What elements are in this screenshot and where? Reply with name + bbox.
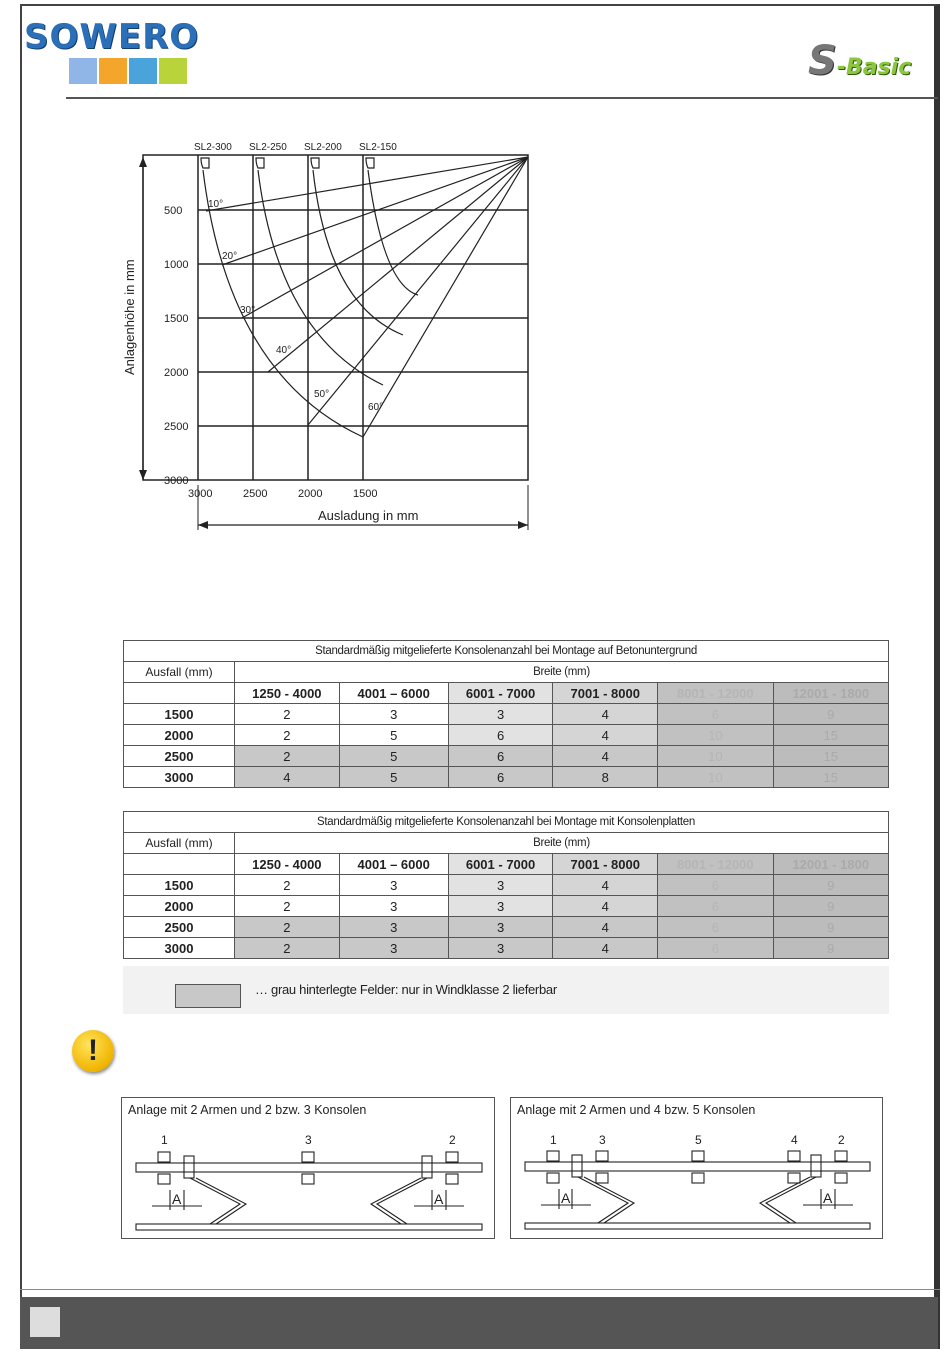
konsole xyxy=(302,1174,314,1184)
range-header-row xyxy=(124,683,889,704)
konsolen-count: 8 xyxy=(553,767,658,788)
konsolen-count: 2 xyxy=(235,704,340,725)
konsolen-count: 3 xyxy=(448,704,553,725)
konsolen-count: 15 xyxy=(773,725,888,746)
table-title: Standardmäßig mitgelieferte Konsolenanzahl bei Montage mit Konsolenplatten xyxy=(124,812,889,833)
sun-icon xyxy=(99,58,127,84)
konsole-number: 1 xyxy=(550,1133,557,1147)
konsole xyxy=(788,1173,800,1183)
konsole-number: 1 xyxy=(161,1133,168,1147)
breite-header: Breite (mm) xyxy=(235,662,889,683)
konsolen-count: 4 xyxy=(553,917,658,938)
table-row xyxy=(124,767,889,788)
x-tick-label: 2000 xyxy=(298,488,323,500)
legend-swatch xyxy=(175,984,241,1008)
diagram-4-konsolen xyxy=(510,1097,883,1239)
konsolen-count: 4 xyxy=(553,896,658,917)
bottom-bar xyxy=(525,1223,870,1229)
konsole-number: 2 xyxy=(449,1133,456,1147)
konsole-number: 4 xyxy=(791,1133,798,1147)
konsolen-count: 3 xyxy=(448,896,553,917)
konsole xyxy=(547,1151,559,1161)
y-arrow-head-top xyxy=(139,157,147,167)
konsolen-count: 5 xyxy=(339,746,448,767)
konsole xyxy=(158,1152,170,1162)
arm-joint xyxy=(572,1155,582,1177)
table-row xyxy=(124,725,889,746)
konsole-number: 5 xyxy=(695,1133,702,1147)
konsolen-count: 10 xyxy=(658,767,773,788)
konsolen-count: 3 xyxy=(339,917,448,938)
konsolen-count: 6 xyxy=(448,725,553,746)
series-label: SL2-250 xyxy=(249,142,287,153)
y-tick-label: 2000 xyxy=(164,367,189,379)
y-tick-label: 1500 xyxy=(164,313,189,325)
y-tick-label: 1000 xyxy=(164,259,189,271)
konsole xyxy=(692,1173,704,1183)
konsolen-count: 6 xyxy=(658,704,773,725)
y-axis-label: Anlagenhöhe in mm xyxy=(122,259,137,375)
diagram-caption: Anlage mit 2 Armen und 2 bzw. 3 Konsolen xyxy=(128,1103,367,1117)
konsolen-count: 9 xyxy=(773,704,888,725)
table-row xyxy=(124,704,889,725)
profile-bar xyxy=(136,1163,482,1172)
angle-label: 30° xyxy=(240,305,256,316)
konsolen-count: 4 xyxy=(553,938,658,959)
footer-bar xyxy=(20,1297,938,1349)
page-number-box xyxy=(30,1307,60,1337)
dim-label: A xyxy=(561,1190,571,1206)
cart-icon xyxy=(159,58,187,84)
diagram-4-konsolen-drawing xyxy=(511,1098,882,1238)
konsolen-count: 6 xyxy=(448,767,553,788)
ausfall-value: 1500 xyxy=(124,704,235,725)
breite-header: Breite (mm) xyxy=(235,833,889,854)
konsolen-count: 4 xyxy=(235,767,340,788)
breite-range-header: 8001 - 12000 xyxy=(658,683,773,704)
konsolen-count: 3 xyxy=(339,704,448,725)
x-arrow-head-right xyxy=(518,521,528,529)
empty-cell xyxy=(124,854,235,875)
table-title: Standardmäßig mitgelieferte Konsolenanzahl bei Montage auf Betonuntergrund xyxy=(124,641,889,662)
series-label: SL2-150 xyxy=(359,142,397,153)
breite-range-header: 8001 - 12000 xyxy=(658,854,773,875)
ausfall-value: 2500 xyxy=(124,746,235,767)
x-tick-label: 2500 xyxy=(243,488,268,500)
arm-joint xyxy=(422,1156,432,1178)
konsole xyxy=(446,1174,458,1184)
konsole xyxy=(835,1173,847,1183)
angle-label: 40° xyxy=(276,345,292,356)
ausfall-header: Ausfall (mm) xyxy=(124,662,235,683)
s-basic-suffix: -Basic xyxy=(836,55,912,80)
angle-label: 20° xyxy=(222,251,238,262)
breite-range-header: 7001 - 8000 xyxy=(553,683,658,704)
diagram-2-konsolen xyxy=(121,1097,495,1239)
breite-range-header: 12001 - 1800 xyxy=(773,683,888,704)
konsolen-table-platten xyxy=(123,811,889,959)
ausfall-value: 3000 xyxy=(124,767,235,788)
konsolen-count: 2 xyxy=(235,725,340,746)
konsolen-count: 15 xyxy=(773,746,888,767)
warning-icon: ! xyxy=(72,1030,114,1072)
logo-icon-boxes xyxy=(69,58,187,84)
konsolen-count: 5 xyxy=(339,767,448,788)
footer-divider xyxy=(20,1289,940,1290)
y-tick-label: 500 xyxy=(164,205,183,217)
bottom-bar xyxy=(136,1224,482,1230)
ausfall-value: 2000 xyxy=(124,896,235,917)
profile-bar xyxy=(525,1162,870,1171)
konsolen-count: 2 xyxy=(235,917,340,938)
konsolen-count: 3 xyxy=(339,875,448,896)
bracket-icon xyxy=(256,158,264,168)
y-tick-label: 3000 xyxy=(164,475,189,487)
series-label: SL2-300 xyxy=(194,142,232,153)
konsole xyxy=(788,1151,800,1161)
table-row xyxy=(124,896,889,917)
breite-range-header: 4001 – 6000 xyxy=(339,683,448,704)
konsolen-table-beton xyxy=(123,640,889,788)
konsolen-count: 3 xyxy=(339,938,448,959)
konsole-number: 3 xyxy=(305,1133,312,1147)
table-row xyxy=(124,875,889,896)
konsolen-count: 6 xyxy=(658,917,773,938)
konsolen-count: 2 xyxy=(235,875,340,896)
angle-ray-60 xyxy=(363,157,528,437)
breite-range-header: 7001 - 8000 xyxy=(553,854,658,875)
konsole xyxy=(692,1151,704,1161)
konsolen-count: 9 xyxy=(773,938,888,959)
legend-text: … grau hinterlegte Felder: nur in Windklasse 2 lieferbar xyxy=(255,982,557,997)
installation-chart xyxy=(118,135,548,535)
konsole-number: 2 xyxy=(838,1133,845,1147)
arm-left xyxy=(190,1178,246,1224)
konsolen-count: 3 xyxy=(339,896,448,917)
konsole xyxy=(596,1151,608,1161)
sowero-logo xyxy=(24,17,200,57)
arm-left xyxy=(578,1177,634,1223)
range-header-row xyxy=(124,854,889,875)
konsolen-count: 3 xyxy=(448,917,553,938)
konsolen-count: 4 xyxy=(553,746,658,767)
breite-range-header: 1250 - 4000 xyxy=(235,683,340,704)
ausfall-value: 1500 xyxy=(124,875,235,896)
bracket-icon xyxy=(201,158,209,168)
dim-label: A xyxy=(172,1191,182,1207)
konsolen-count: 10 xyxy=(658,725,773,746)
konsolen-count: 2 xyxy=(235,896,340,917)
konsolen-count: 10 xyxy=(658,746,773,767)
dim-label: A xyxy=(823,1190,833,1206)
bracket-icon xyxy=(311,158,319,168)
eye-icon xyxy=(129,58,157,84)
konsolen-count: 5 xyxy=(339,725,448,746)
konsole xyxy=(446,1152,458,1162)
breite-range-header: 4001 – 6000 xyxy=(339,854,448,875)
blind-icon xyxy=(69,58,97,84)
bracket-icon xyxy=(366,158,374,168)
arm-right xyxy=(760,1177,816,1223)
konsole xyxy=(302,1152,314,1162)
konsole xyxy=(835,1151,847,1161)
konsolen-count: 2 xyxy=(235,938,340,959)
diagram-2-konsolen-drawing xyxy=(122,1098,494,1238)
angle-ray-50 xyxy=(308,157,528,425)
s-basic-prefix: S xyxy=(808,38,837,84)
konsolen-count: 6 xyxy=(658,875,773,896)
y-tick-label: 2500 xyxy=(164,421,189,433)
ausfall-value: 2500 xyxy=(124,917,235,938)
series-label: SL2-200 xyxy=(304,142,342,153)
x-arrow-head-left xyxy=(198,521,208,529)
konsolen-count: 15 xyxy=(773,767,888,788)
konsole xyxy=(158,1174,170,1184)
x-tick-label: 3000 xyxy=(188,488,213,500)
x-tick-label: 1500 xyxy=(353,488,378,500)
konsolen-count: 4 xyxy=(553,704,658,725)
konsolen-count: 2 xyxy=(235,746,340,767)
arm-joint xyxy=(811,1155,821,1177)
y-arrow-head-bottom xyxy=(139,470,147,480)
empty-cell xyxy=(124,683,235,704)
table-row xyxy=(124,746,889,767)
arm-right xyxy=(371,1178,427,1224)
breite-range-header: 6001 - 7000 xyxy=(448,854,553,875)
konsolen-count: 9 xyxy=(773,875,888,896)
konsole xyxy=(547,1173,559,1183)
table-row xyxy=(124,938,889,959)
header-divider xyxy=(66,97,938,99)
konsolen-count: 6 xyxy=(658,938,773,959)
breite-range-header: 1250 - 4000 xyxy=(235,854,340,875)
konsolen-count: 6 xyxy=(448,746,553,767)
breite-range-header: 6001 - 7000 xyxy=(448,683,553,704)
breite-range-header: 12001 - 1800 xyxy=(773,854,888,875)
angle-label: 60° xyxy=(368,402,384,413)
konsolen-count: 4 xyxy=(553,725,658,746)
s-basic-logo xyxy=(808,38,911,84)
konsole xyxy=(596,1173,608,1183)
ausfall-value: 3000 xyxy=(124,938,235,959)
ausfall-header: Ausfall (mm) xyxy=(124,833,235,854)
konsolen-count: 9 xyxy=(773,917,888,938)
dim-label: A xyxy=(434,1191,444,1207)
konsole-number: 3 xyxy=(599,1133,606,1147)
x-axis-label: Ausladung in mm xyxy=(318,508,419,523)
logo-text: SOWERO xyxy=(24,17,200,57)
konsolen-count: 9 xyxy=(773,896,888,917)
konsolen-count: 4 xyxy=(553,875,658,896)
angle-label: 10° xyxy=(208,199,224,210)
konsolen-count: 3 xyxy=(448,875,553,896)
arm-joint xyxy=(184,1156,194,1178)
angle-label: 50° xyxy=(314,389,330,400)
legend xyxy=(123,966,889,1014)
konsolen-count: 3 xyxy=(448,938,553,959)
konsolen-count: 6 xyxy=(658,896,773,917)
diagram-caption: Anlage mit 2 Armen und 4 bzw. 5 Konsolen xyxy=(517,1103,756,1117)
ausfall-value: 2000 xyxy=(124,725,235,746)
table-row xyxy=(124,917,889,938)
